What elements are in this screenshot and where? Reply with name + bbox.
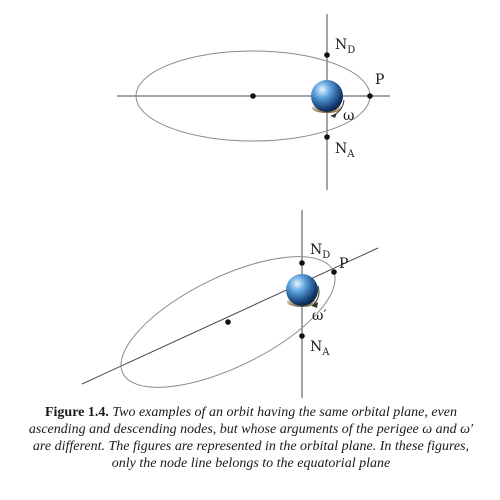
top-omega-label: ω bbox=[343, 108, 355, 124]
bottom-planet bbox=[286, 274, 318, 307]
top-orbit-panel bbox=[117, 14, 390, 190]
top-na-label: N bbox=[335, 141, 348, 157]
bottom-node-ascending-dot bbox=[299, 333, 305, 339]
svg-text:NA bbox=[335, 141, 355, 160]
figure-caption bbox=[20, 404, 482, 472]
caption-figure-number: Figure 1.4. bbox=[44, 405, 109, 420]
bottom-perigee-dot bbox=[331, 269, 337, 275]
bottom-orbit-center-dot bbox=[225, 319, 231, 325]
caption-text: Two examples of an orbit having the same orbital plane, even ascending and descending nodes, but whose arguments of the perigee ω and ω′ are different. The figures are represented in the orbital plane. In these figures, only the node line belongs to the equatorial plane bbox=[28, 405, 474, 471]
bottom-apsidal-line bbox=[82, 248, 378, 384]
bottom-na-label: N bbox=[310, 339, 323, 355]
bottom-perigee-label: P bbox=[339, 256, 349, 272]
bottom-omega-label: ω′ bbox=[312, 308, 327, 324]
top-perigee-dot bbox=[367, 93, 373, 99]
bottom-nd-label: N bbox=[310, 242, 323, 258]
top-node-ascending-dot bbox=[324, 134, 330, 140]
bottom-node-descending-dot bbox=[299, 260, 305, 266]
svg-text:NA bbox=[310, 339, 330, 358]
top-na-sub: A bbox=[347, 149, 355, 160]
bottom-nd-sub: D bbox=[322, 250, 331, 261]
top-planet bbox=[311, 80, 343, 113]
top-nd-sub: D bbox=[347, 45, 356, 56]
bottom-orbit-panel bbox=[82, 210, 378, 400]
top-orbit-center-dot bbox=[250, 93, 256, 99]
top-perigee-label: P bbox=[375, 72, 385, 88]
bottom-na-sub: A bbox=[322, 347, 330, 358]
top-node-descending-dot bbox=[324, 52, 330, 58]
svg-text:ND bbox=[335, 37, 355, 56]
top-nd-label: N bbox=[335, 37, 348, 53]
